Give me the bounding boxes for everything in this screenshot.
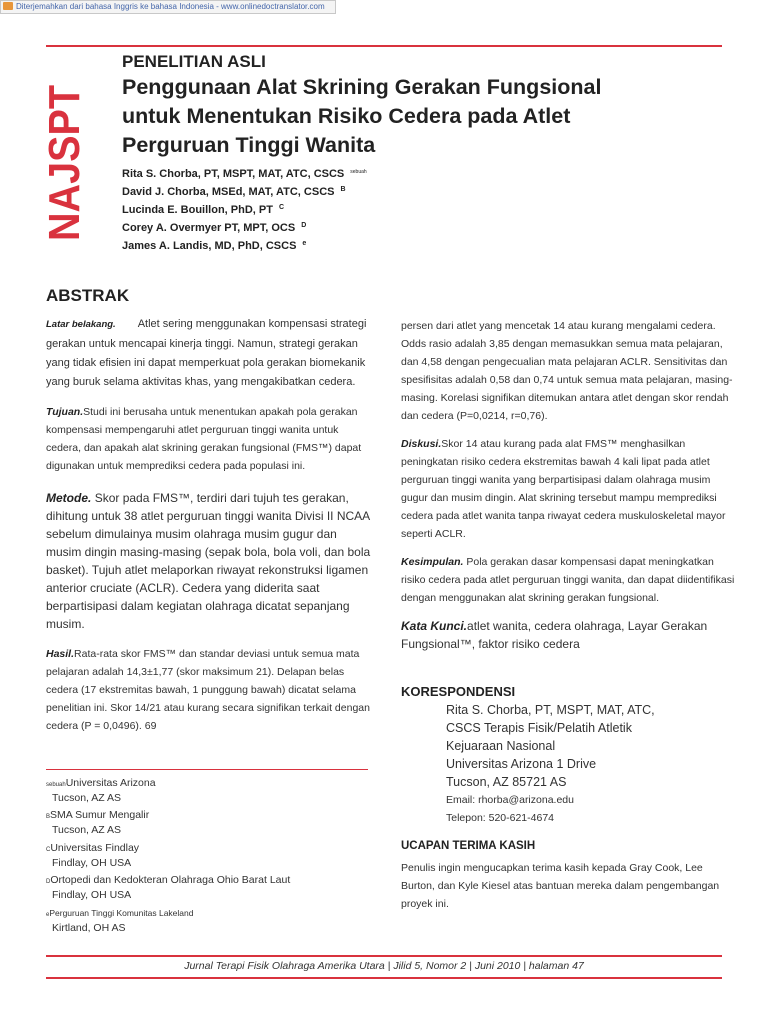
affiliation-item	[46, 874, 290, 902]
methods-label: Metode.	[46, 491, 92, 505]
author-sup: sebuah	[350, 169, 367, 175]
affiliation-name: Universitas Arizona	[65, 777, 156, 789]
results-text: Rata-rata skor FMS™ dan standar deviasi untuk semua mata pelajaran adalah 14,3±1,77 (skor maksimum 21). Delapan belas cedera (17 ekstremitas bawah, 1 punggung bawah) dicatat selama penelitian ini. Skor 14/21 atau kurang secara signifikan terkait dengan cedera (P = 0,0496). 69	[46, 648, 370, 732]
affiliation-sup: e	[46, 912, 50, 918]
journal-logo-text: NAJSPT	[40, 67, 89, 241]
affiliation-sup: B	[46, 814, 51, 820]
keywords-label: Kata Kunci.	[401, 619, 468, 633]
author-name: Lucinda E. Bouillon, PhD, PT	[122, 204, 273, 216]
keywords-paragraph	[401, 617, 736, 653]
author-item	[122, 218, 367, 236]
author-name: Corey A. Overmyer PT, MPT, OCS	[122, 222, 296, 234]
results-paragraph	[46, 645, 371, 735]
author-item	[122, 164, 367, 182]
affiliation-sup: sebuah	[46, 782, 66, 788]
conclusion-paragraph	[401, 553, 736, 607]
author-sup: D	[301, 222, 307, 229]
author-item	[122, 236, 367, 254]
title-line: Penggunaan Alat Skrining Gerakan Fungsional	[122, 75, 602, 99]
methods-text: Skor pada FMS™, terdiri dari tujuh tes gerakan, dihitung untuk 38 atlet perguruan tinggi wanita Divisi II NCAA sebelum dimulainya musim olahraga musim gugur dan musim dingin masing-masing (sepak bola, bola voli, dan bola basket). Tujuh atlet melaporkan riwayat rekonstruksi ligamen anterior cruciate (ACLR). Cedera yang diderita saat berpartisipasi dalam kegiatan olahraga dicatat sepanjang musim.	[46, 491, 371, 631]
abstract-left-column	[46, 314, 371, 735]
affiliation-location: Kirtland, OH AS	[52, 922, 126, 934]
conclusion-text: Pola gerakan dasar kompensasi dapat meningkatkan risiko cedera pada atlet perguruan tinggi wanita, dan dapat diidentifikasi dengan menggunakan alat skrining gerakan fungsional.	[401, 556, 735, 604]
affiliation-location: Tucson, AZ AS	[52, 792, 122, 804]
author-item	[122, 182, 367, 200]
correspondence-line: Kejuaraan Nasional	[446, 739, 556, 753]
purpose-paragraph	[46, 403, 371, 475]
header-rule	[46, 45, 722, 47]
footer-rule-top	[46, 955, 722, 957]
correspondence-heading: KORESPONDENSI	[401, 684, 516, 699]
conclusion-label: Kesimpulan.	[401, 556, 464, 568]
translator-icon	[3, 2, 13, 10]
affiliation-rule	[46, 769, 368, 770]
correspondence-line: Tucson, AZ 85721 AS	[446, 775, 567, 789]
author-list	[122, 164, 367, 254]
affiliation-sup: D	[46, 879, 51, 885]
author-name: James A. Landis, MD, PhD, CSCS	[122, 240, 297, 252]
affiliation-item	[46, 842, 139, 870]
affiliation-name: Ortopedi dan Kedokteran Olahraga Ohio Barat Laut	[50, 874, 291, 886]
title-line: untuk Menentukan Risiko Cedera pada Atlet	[122, 104, 571, 128]
affiliation-location: Findlay, OH USA	[52, 857, 132, 869]
acknowledgement-text: Penulis ingin mengucapkan terima kasih kepada Gray Cook, Lee Burton, dan Kyle Kiesel atas bantuan mereka dalam pengembangan proyek ini.	[401, 862, 720, 910]
translator-bar[interactable]	[0, 0, 336, 14]
abstract-right-column	[401, 317, 736, 653]
affiliation-item	[46, 809, 149, 837]
background-text: Atlet sering menggunakan kompensasi strategi gerakan untuk mencapai kinerja tinggi. Namun, strategi gerakan yang tidak efisien ini dapat memperkuat pola gerakan biomekanik yang buruk selama aktivitas khas, yang mengakibatkan cedera.	[46, 318, 367, 388]
affiliation-name: Perguruan Tinggi Komunitas Lakeland	[49, 908, 194, 918]
author-item	[122, 200, 367, 218]
author-name: David J. Chorba, MSEd, MAT, ATC, CSCS	[122, 186, 335, 198]
author-sup: C	[278, 204, 285, 211]
article-title	[122, 73, 682, 160]
correspondence-line: Universitas Arizona 1 Drive	[446, 757, 597, 771]
purpose-label: Tujuan.	[46, 406, 84, 418]
affiliation-sup: C	[46, 847, 51, 853]
affiliation-item	[46, 907, 193, 935]
keywords-text: atlet wanita, cedera olahraga, Layar Gerakan Fungsional™, faktor risiko cedera	[401, 619, 708, 651]
translator-bar-text: Diterjemahkan dari bahasa Inggris ke bahasa Indonesia - www.onlinedoctranslator.com	[16, 2, 325, 11]
correspondence-block	[446, 701, 655, 827]
background-paragraph	[46, 314, 371, 391]
discussion-text: Skor 14 atau kurang pada alat FMS™ menghasilkan peningkatan risiko cedera ekstremitas bawah 4 kali lipat pada atlet perguruan tinggi wanita yang berpartisipasi dalam olahraga musim gugur dan musim dingin. Alat skrining tersebut mampu memprediksi cedera pada atlet wanita tanpa riwayat cedera muskuloskeletal mayor seperti ACLR.	[401, 438, 726, 540]
correspondence-line: Rita S. Chorba, PT, MSPT, MAT, ATC,	[446, 703, 655, 717]
methods-paragraph	[46, 489, 371, 633]
background-label: Latar belakang.	[46, 319, 116, 330]
author-name: Rita S. Chorba, PT, MSPT, MAT, ATC, CSCS	[122, 168, 345, 180]
correspondence-email: Email: rhorba@arizona.edu	[446, 794, 574, 806]
correspondence-phone: Telepon: 520-621-4674	[446, 812, 555, 824]
discussion-label: Diskusi.	[401, 438, 442, 450]
affiliation-name: SMA Sumur Mengalir	[50, 809, 150, 821]
title-line: Perguruan Tinggi Wanita	[122, 133, 376, 157]
acknowledgement-heading: UCAPAN TERIMA KASIH	[401, 840, 536, 852]
discussion-paragraph	[401, 435, 736, 543]
results-label: Hasil.	[46, 648, 75, 660]
journal-logo	[40, 67, 89, 241]
footer-rule-bottom	[46, 977, 722, 979]
affiliation-location: Findlay, OH USA	[52, 889, 132, 901]
abstract-heading: ABSTRAK	[46, 286, 130, 305]
author-sup: e	[302, 240, 307, 247]
affiliation-location: Tucson, AZ AS	[52, 824, 122, 836]
footer-citation: Jurnal Terapi Fisik Olahraga Amerika Utara | Jilid 5, Nomor 2 | Juni 2010 | halaman 47	[184, 960, 584, 972]
correspondence-line: CSCS Terapis Fisik/Pelatih Atletik	[446, 721, 632, 735]
author-sup: B	[340, 186, 346, 193]
results-continued: persen dari atlet yang mencetak 14 atau kurang mengalami cedera. Odds rasio adalah 3,85 dengan memasukkan semua mata pelajaran, dan 4,58 dengan pengecualian mata pelajaran ACLR. Sensitivitas dan spesifisitas adalah 0,58 dan 0,74 untuk semua mata pelajaran, masing-masing. Korelasi signifikan ditemukan antara atlet dengan skor rendah dan cedera (P=0,0214, r=0,76).	[401, 320, 733, 422]
affiliation-name: Universitas Findlay	[50, 842, 140, 854]
purpose-text: Studi ini berusaha untuk menentukan apakah pola gerakan kompensasi mempengaruhi atlet perguruan tinggi wanita untuk cedera, dan apakah alat skrining gerakan fungsional (FMS™) dapat digunakan untuk memprediksi cedera pada populasi ini.	[46, 406, 362, 472]
section-label: PENELITIAN ASLI	[122, 52, 266, 71]
affiliation-item	[46, 777, 156, 805]
